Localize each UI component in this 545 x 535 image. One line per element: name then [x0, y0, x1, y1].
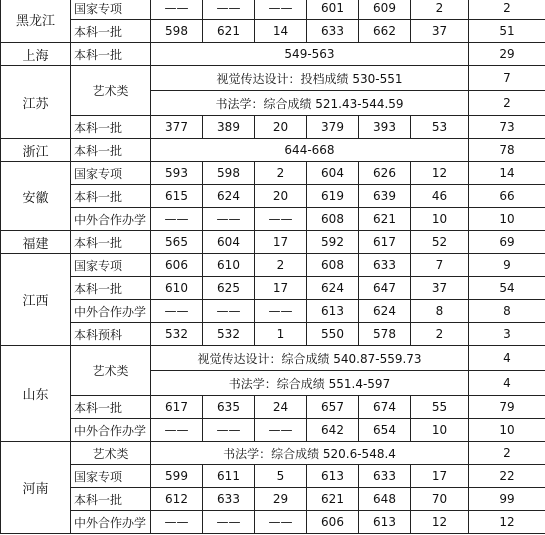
- category-cell: 中外合作办学: [71, 511, 151, 534]
- table-row: [1, 139, 545, 162]
- score-cell: 621: [203, 20, 255, 43]
- table-row: [1, 323, 545, 346]
- score-cell: 633: [307, 20, 359, 43]
- score-cell: 29: [255, 488, 307, 511]
- score-cell: 2: [255, 162, 307, 185]
- category-cell: 国家专项: [71, 465, 151, 488]
- table-row: [1, 254, 545, 277]
- category-cell: 本科预科: [71, 323, 151, 346]
- score-cell: 617: [359, 231, 411, 254]
- category-cell: 本科一批: [71, 185, 151, 208]
- score-cell: 619: [307, 185, 359, 208]
- category-cell: 国家专项: [71, 0, 151, 20]
- score-cell: 8: [411, 300, 469, 323]
- score-cell: 2: [411, 0, 469, 20]
- score-cell: 70: [411, 488, 469, 511]
- table-row: [1, 277, 545, 300]
- province-cell: 江西: [1, 254, 71, 346]
- table-row: [1, 0, 545, 20]
- score-cell: ——: [255, 0, 307, 20]
- score-cell: 613: [307, 300, 359, 323]
- score-cell: ——: [151, 419, 203, 442]
- score-cell: ——: [151, 208, 203, 231]
- score-cell: ——: [203, 419, 255, 442]
- merged-score-cell: 书法学：综合成绩 521.43-544.59: [151, 91, 469, 116]
- score-cell: 55: [411, 396, 469, 419]
- table-row: [1, 300, 545, 323]
- score-cell: 657: [307, 396, 359, 419]
- score-cell: 20: [255, 116, 307, 139]
- score-cell: 624: [307, 277, 359, 300]
- score-cell: 624: [203, 185, 255, 208]
- category-cell: 本科一批: [71, 139, 151, 162]
- score-cell: 393: [359, 116, 411, 139]
- table-row: [1, 488, 545, 511]
- score-cell: ——: [151, 300, 203, 323]
- score-cell: 565: [151, 231, 203, 254]
- score-cell: 37: [411, 277, 469, 300]
- score-cell: 624: [359, 300, 411, 323]
- score-cell: 69: [469, 231, 545, 254]
- count-cell: 29: [469, 43, 545, 66]
- count-cell: 4: [469, 346, 545, 371]
- score-cell: 635: [203, 396, 255, 419]
- score-cell: 599: [151, 465, 203, 488]
- score-cell: ——: [203, 511, 255, 534]
- table-row: [1, 511, 545, 534]
- score-cell: 22: [469, 465, 545, 488]
- table-row: [1, 442, 545, 465]
- score-cell: 633: [359, 254, 411, 277]
- score-cell: 53: [411, 116, 469, 139]
- category-cell: 本科一批: [71, 488, 151, 511]
- count-cell: 7: [469, 66, 545, 91]
- province-cell: 福建: [1, 231, 71, 254]
- score-cell: 17: [255, 231, 307, 254]
- count-cell: 2: [469, 91, 545, 116]
- table-row: [1, 116, 545, 139]
- category-cell: 本科一批: [71, 231, 151, 254]
- province-cell: 安徽: [1, 162, 71, 231]
- score-cell: 10: [411, 208, 469, 231]
- score-cell: 654: [359, 419, 411, 442]
- score-cell: 10: [469, 208, 545, 231]
- score-cell: 12: [411, 511, 469, 534]
- score-cell: 532: [151, 323, 203, 346]
- score-cell: 604: [203, 231, 255, 254]
- score-cell: 578: [359, 323, 411, 346]
- score-cell: ——: [255, 419, 307, 442]
- score-cell: 615: [151, 185, 203, 208]
- score-cell: 617: [151, 396, 203, 419]
- score-cell: 14: [255, 20, 307, 43]
- score-cell: 621: [307, 488, 359, 511]
- score-cell: 606: [307, 511, 359, 534]
- count-cell: 4: [469, 371, 545, 396]
- score-cell: 54: [469, 277, 545, 300]
- score-cell: 648: [359, 488, 411, 511]
- category-cell: 艺术类: [71, 346, 151, 396]
- score-cell: 379: [307, 116, 359, 139]
- score-cell: ——: [151, 0, 203, 20]
- score-cell: ——: [255, 300, 307, 323]
- score-cell: 639: [359, 185, 411, 208]
- score-cell: ——: [151, 511, 203, 534]
- table-row: [1, 162, 545, 185]
- merged-score-cell: 644-668: [151, 139, 469, 162]
- category-cell: 本科一批: [71, 396, 151, 419]
- score-cell: 633: [203, 488, 255, 511]
- province-cell: 山东: [1, 346, 71, 442]
- score-cell: 642: [307, 419, 359, 442]
- score-cell: ——: [203, 0, 255, 20]
- score-cell: 610: [151, 277, 203, 300]
- score-cell: 2: [411, 323, 469, 346]
- score-cell: 606: [151, 254, 203, 277]
- score-cell: 10: [469, 419, 545, 442]
- score-cell: 608: [307, 208, 359, 231]
- score-cell: 598: [203, 162, 255, 185]
- category-cell: 中外合作办学: [71, 419, 151, 442]
- score-cell: 99: [469, 488, 545, 511]
- count-cell: 2: [469, 442, 545, 465]
- score-cell: 12: [469, 511, 545, 534]
- category-cell: 本科一批: [71, 277, 151, 300]
- score-cell: ——: [255, 208, 307, 231]
- score-cell: 9: [469, 254, 545, 277]
- score-cell: 52: [411, 231, 469, 254]
- table-row: [1, 43, 545, 66]
- category-cell: 艺术类: [71, 442, 151, 465]
- score-cell: 1: [255, 323, 307, 346]
- table-row: [1, 185, 545, 208]
- score-cell: 633: [359, 465, 411, 488]
- score-cell: 625: [203, 277, 255, 300]
- table-row: [1, 396, 545, 419]
- category-cell: 本科一批: [71, 116, 151, 139]
- merged-score-cell: 视觉传达设计：综合成绩 540.87-559.73: [151, 346, 469, 371]
- category-cell: 国家专项: [71, 162, 151, 185]
- score-cell: 3: [469, 323, 545, 346]
- score-cell: 377: [151, 116, 203, 139]
- score-cell: 626: [359, 162, 411, 185]
- score-cell: 609: [359, 0, 411, 20]
- table-body: [1, 0, 545, 534]
- score-cell: 604: [307, 162, 359, 185]
- score-cell: 613: [307, 465, 359, 488]
- province-cell: 浙江: [1, 139, 71, 162]
- score-cell: 20: [255, 185, 307, 208]
- score-cell: 14: [469, 162, 545, 185]
- table-row: [1, 231, 545, 254]
- table-row: [1, 66, 545, 91]
- merged-score-cell: 549-563: [151, 43, 469, 66]
- score-cell: 37: [411, 20, 469, 43]
- score-cell: 12: [411, 162, 469, 185]
- score-cell: 612: [151, 488, 203, 511]
- score-cell: 24: [255, 396, 307, 419]
- score-cell: 550: [307, 323, 359, 346]
- table-row: [1, 346, 545, 371]
- score-cell: 17: [255, 277, 307, 300]
- province-cell: 上海: [1, 43, 71, 66]
- merged-score-cell: 书法学：综合成绩 520.6-548.4: [151, 442, 469, 465]
- score-cell: 608: [307, 254, 359, 277]
- category-cell: 中外合作办学: [71, 208, 151, 231]
- score-cell: 647: [359, 277, 411, 300]
- score-cell: 46: [411, 185, 469, 208]
- merged-score-cell: 书法学：综合成绩 551.4-597: [151, 371, 469, 396]
- merged-score-cell: 视觉传达设计：投档成绩 530-551: [151, 66, 469, 91]
- table-row: [1, 20, 545, 43]
- province-cell: 河南: [1, 442, 71, 534]
- score-cell: 7: [411, 254, 469, 277]
- score-cell: 593: [151, 162, 203, 185]
- score-cell: 674: [359, 396, 411, 419]
- score-cell: 66: [469, 185, 545, 208]
- score-cell: 621: [359, 208, 411, 231]
- table-row: [1, 419, 545, 442]
- score-cell: 79: [469, 396, 545, 419]
- score-cell: 611: [203, 465, 255, 488]
- score-cell: 389: [203, 116, 255, 139]
- category-cell: 本科一批: [71, 43, 151, 66]
- score-cell: 598: [151, 20, 203, 43]
- score-cell: 613: [359, 511, 411, 534]
- category-cell: 本科一批: [71, 20, 151, 43]
- category-cell: 中外合作办学: [71, 300, 151, 323]
- count-cell: 78: [469, 139, 545, 162]
- score-cell: 5: [255, 465, 307, 488]
- score-cell: ——: [255, 511, 307, 534]
- score-cell: 532: [203, 323, 255, 346]
- score-cell: ——: [203, 300, 255, 323]
- score-cell: 10: [411, 419, 469, 442]
- category-cell: 艺术类: [71, 66, 151, 116]
- score-cell: 17: [411, 465, 469, 488]
- score-cell: 592: [307, 231, 359, 254]
- score-cell: 2: [469, 0, 545, 20]
- table-row: [1, 465, 545, 488]
- score-cell: ——: [203, 208, 255, 231]
- table-row: [1, 208, 545, 231]
- score-cell: 610: [203, 254, 255, 277]
- province-cell: 黑龙江: [1, 0, 71, 43]
- category-cell: 国家专项: [71, 254, 151, 277]
- score-cell: 662: [359, 20, 411, 43]
- score-cell: 73: [469, 116, 545, 139]
- score-cell: 601: [307, 0, 359, 20]
- score-cell: 51: [469, 20, 545, 43]
- score-cell: 8: [469, 300, 545, 323]
- score-cell: 2: [255, 254, 307, 277]
- province-cell: 江苏: [1, 66, 71, 139]
